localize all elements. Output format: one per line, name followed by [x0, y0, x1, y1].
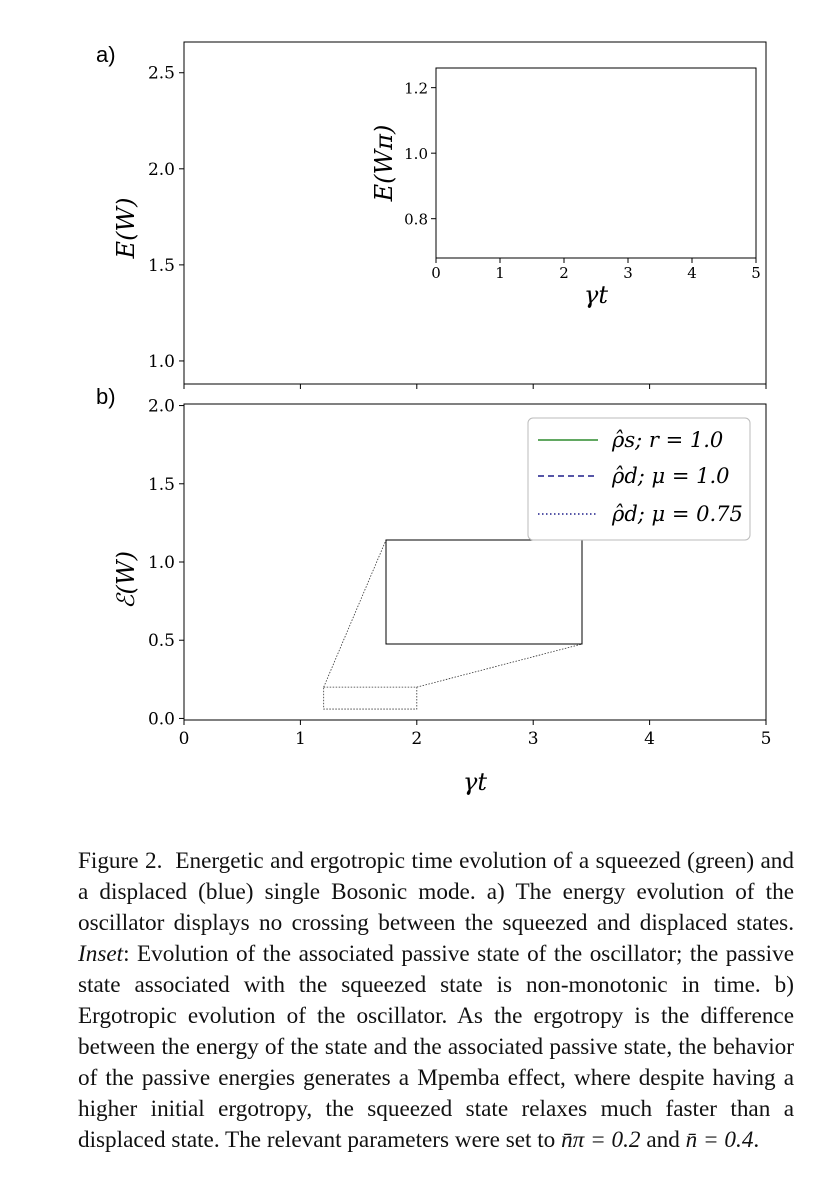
legend-label-squeezed: ρ̂s; r = 1.0 — [612, 428, 724, 452]
legend — [528, 418, 750, 540]
figure-caption — [78, 846, 794, 1156]
panel-b-xtick-label: 4 — [644, 729, 656, 749]
panel-a-ytick-label: 2.5 — [147, 63, 175, 84]
panel-a-ytick-label: 1.5 — [147, 255, 175, 276]
panel-b-ytick-label: 0.0 — [147, 709, 175, 730]
zoom-connector-left — [324, 540, 386, 687]
panel-b-xtick-label: 2 — [411, 729, 423, 749]
inset-frame — [436, 68, 756, 258]
legend-label-displaced-075: ρ̂d; μ = 0.75 — [612, 502, 743, 526]
inset-xtick-label: 4 — [687, 264, 697, 282]
caption-inset-word: Inset — [78, 941, 124, 967]
panel-a-x-ticks — [184, 384, 766, 389]
panel-b-ytick-label: 0.5 — [147, 631, 175, 652]
panel-b-ytick-label: 1.0 — [147, 553, 175, 573]
panel-b-ytick-label: 1.5 — [147, 474, 175, 495]
inset-ytick-label: 1.2 — [404, 79, 428, 98]
caption-figure-label: Figure 2. — [78, 848, 163, 874]
inset-ytick-label: 1.0 — [404, 145, 428, 164]
inset-ytick-label: 0.8 — [404, 210, 428, 229]
inset-x-ticks — [431, 258, 761, 282]
inset-y-axis-label: E(Wπ) — [370, 124, 398, 202]
panel-b-xtick-label: 1 — [294, 729, 306, 749]
caption-text-1: Energetic and ergotropic time evolution of a squeezed (green) and a displaced (blue) single Bosonic mode. a) The energy evolution of the oscillator displays no crossing between the squeezed and displaced states. — [78, 848, 794, 936]
panel-b-y-axis-label: ℰ(W) — [112, 551, 140, 609]
panel-a-series-dotted — [184, 313, 766, 380]
caption-param-npi: n̄π = 0.2 — [561, 1127, 641, 1153]
inset-xtick-label: 0 — [431, 264, 441, 282]
inset-y-ticks — [404, 80, 436, 229]
caption-param-n: n̄ = 0.4 — [685, 1127, 754, 1153]
caption-text-2: : Evolution of the associated passive state of the oscillator; the passive state associated with the squeezed state is non-monotonic in time. b) Ergotropic evolution of the oscillator. As the ergotropy is the difference between the energy of the state and the associated passive state, the behavior of the passive energies generates a Mpemba effect, where despite having a higher initial ergotropy, the squeezed state relaxes much faster than a displaced state. The relevant parameters were set to — [78, 941, 794, 1153]
inset-x-axis-label: γt — [584, 281, 608, 309]
panel-b-ytick-label: 2.0 — [147, 396, 175, 417]
panel-b-xtick-label: 3 — [527, 729, 539, 749]
panel-b-y-ticks — [148, 397, 184, 730]
panel-b-xtick-label: 5 — [760, 729, 772, 749]
zoom-inset-frame — [386, 540, 582, 644]
zoom-source-box — [324, 687, 417, 709]
panel-a-ytick-label: 1.0 — [147, 351, 175, 372]
panel-a-ytick-label: 2.0 — [147, 159, 175, 180]
panel-a-y-axis-label: E(W) — [112, 197, 140, 259]
legend-label-displaced-1: ρ̂d; μ = 1.0 — [612, 464, 730, 488]
panel-a-y-ticks — [148, 64, 184, 372]
caption-joiner: and — [646, 1127, 680, 1153]
panel-b-label: b) — [96, 384, 116, 409]
caption-end: . — [753, 1127, 760, 1153]
inset-xtick-label: 3 — [623, 264, 633, 282]
panel-a-label: a) — [96, 42, 116, 67]
panel-b-x-axis-label: γt — [463, 768, 487, 796]
panel-b-x-ticks — [179, 720, 772, 749]
inset-xtick-label: 5 — [751, 264, 761, 282]
panel-b-xtick-label: 0 — [178, 729, 190, 749]
zoom-connector-right — [417, 644, 582, 687]
inset-xtick-label: 1 — [495, 264, 505, 282]
inset-xtick-label: 2 — [559, 264, 569, 282]
panel-a-inset-plot — [370, 68, 761, 309]
